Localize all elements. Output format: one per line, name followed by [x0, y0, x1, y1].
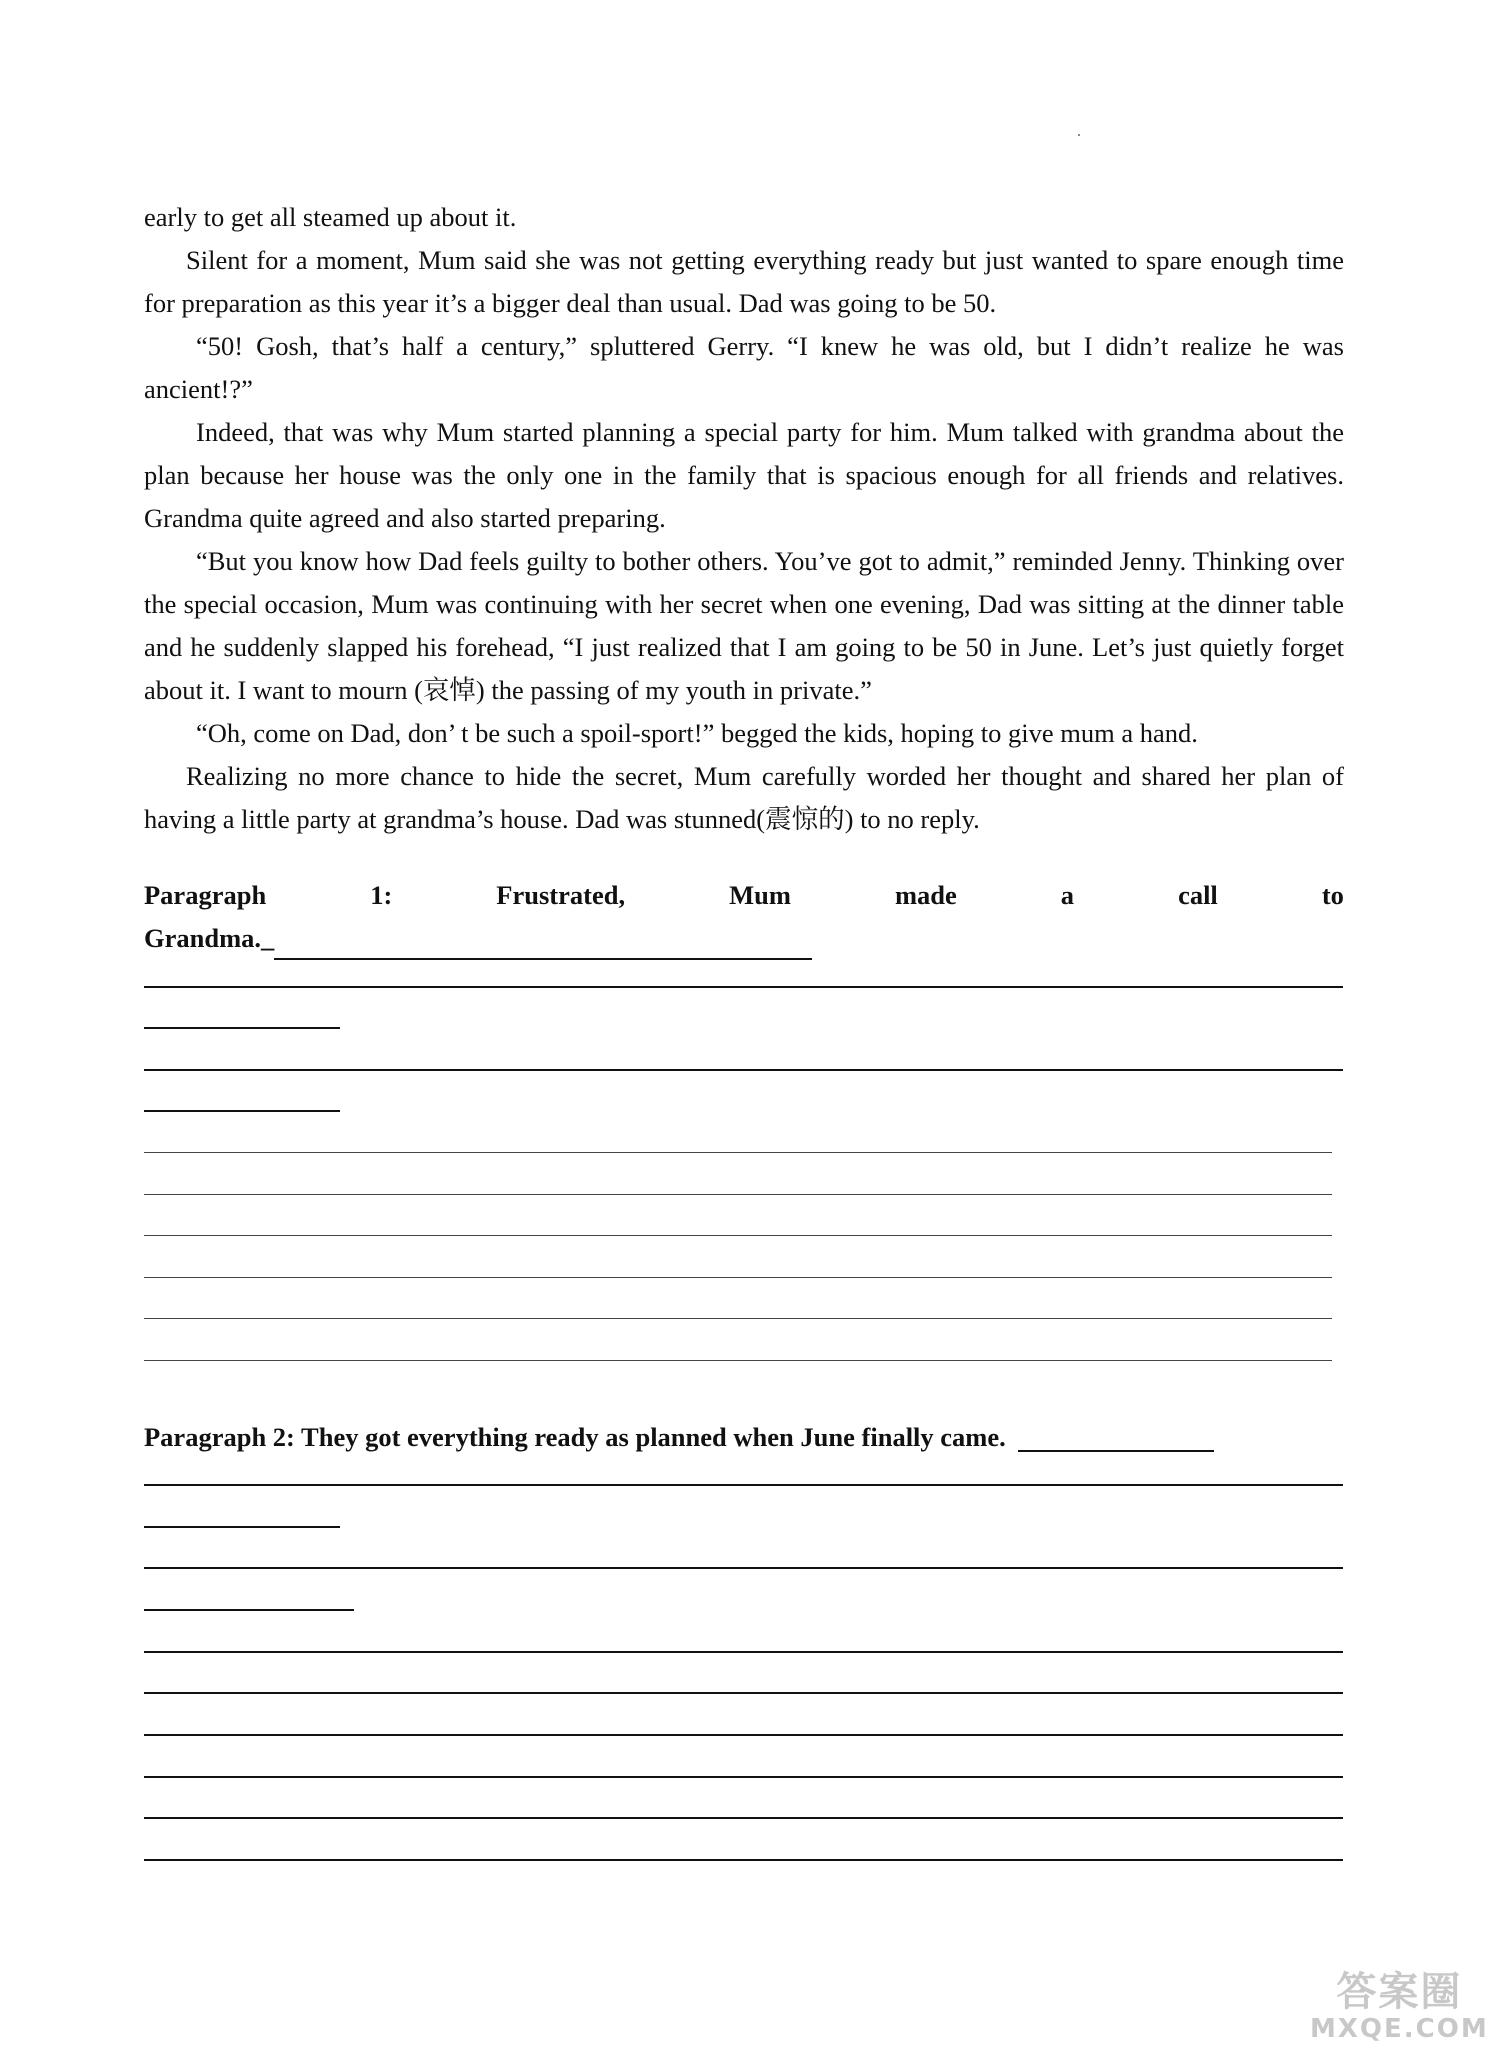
story-paragraph-5: “Oh, come on Dad, don’ t be such a spoil-sport!” begged the kids, hoping to give mum a hand. — [196, 718, 1198, 748]
writing-line[interactable] — [144, 1651, 1343, 1653]
writing-line[interactable] — [144, 1484, 1343, 1486]
writing-line[interactable] — [144, 1152, 1332, 1153]
paragraph-2-prompt-text: Paragraph 2: They got everything ready as planned when June finally came. — [144, 1422, 1006, 1452]
writing-line[interactable] — [144, 1609, 354, 1611]
scan-speck — [1078, 134, 1080, 136]
paragraph-1-prompt-line — [144, 874, 1344, 917]
writing-line[interactable] — [144, 1776, 1343, 1778]
prompt-word: made — [894, 880, 957, 910]
writing-line[interactable] — [144, 1069, 1343, 1071]
prompt-word: Paragraph — [144, 880, 267, 910]
paragraph-2-prompt — [144, 1416, 1344, 1459]
story-paragraph-0: early to get all steamed up about it. — [144, 202, 517, 232]
prompt-word: to — [1321, 880, 1344, 910]
writing-line[interactable] — [144, 1027, 340, 1029]
writing-line[interactable] — [144, 1360, 1332, 1361]
site-watermark — [1310, 1970, 1489, 2044]
writing-line[interactable] — [144, 1194, 1332, 1195]
prompt-word: Mum — [729, 880, 791, 910]
story-paragraph-1: Silent for a moment, Mum said she was not getting everything ready but just wanted to spare enough time for preparation as this year it’s a bigger deal than usual. Dad was going to be 50. — [144, 245, 1344, 318]
prompt-word: a — [1060, 880, 1075, 910]
prompt-word: Frustrated, — [496, 880, 626, 910]
writing-line[interactable] — [144, 1235, 1332, 1236]
writing-line[interactable] — [144, 1277, 1332, 1278]
writing-line[interactable] — [144, 986, 1343, 988]
watermark-logo-text: 答案圈 — [1336, 1969, 1463, 2015]
writing-line[interactable] — [144, 1692, 1343, 1694]
paragraph-1-prompt — [144, 874, 1344, 960]
writing-line[interactable] — [144, 1567, 1343, 1569]
writing-line[interactable] — [144, 1318, 1332, 1319]
answer-blank[interactable] — [1018, 1420, 1214, 1452]
watermark-url: MXQE.COM — [1310, 2014, 1489, 2044]
story-paragraph-6: Realizing no more chance to hide the secret, Mum carefully worded her thought and shared her plan of having a little party at grandma’s house. Dad was stunned(震惊的) to no reply. — [144, 761, 1344, 834]
writing-line[interactable] — [144, 1110, 340, 1112]
writing-line[interactable] — [144, 1859, 1343, 1861]
story-text — [144, 196, 1344, 841]
story-paragraph-2: “50! Gosh, that’s half a century,” spluttered Gerry. “I knew he was old, but I didn’t realize he was ancient!?” — [144, 331, 1344, 404]
prompt-word: Grandma._ — [144, 923, 275, 953]
prompt-word: 1: — [370, 880, 393, 910]
writing-line[interactable] — [144, 1526, 340, 1528]
answer-blank[interactable] — [274, 928, 812, 960]
writing-line[interactable] — [144, 1817, 1343, 1819]
story-paragraph-4: “But you know how Dad feels guilty to bother others. You’ve got to admit,” reminded Jenny. Thinking over the special occasion, Mum was continuing with her secret when one evening, Dad was sitting at the dinner table and he suddenly slapped his forehead, “I just realized that I am going to be 50 in June. Let’s just quietly forget about it. I want to mourn (哀悼) the passing of my youth in private.” — [144, 546, 1344, 705]
paragraph-1-prompt-line-2 — [144, 917, 1344, 960]
writing-line[interactable] — [144, 1734, 1343, 1736]
prompt-word: call — [1178, 880, 1218, 910]
story-paragraph-3: Indeed, that was why Mum started planning a special party for him. Mum talked with grandma about the plan because her house was the only one in the family that is spacious enough for all friends and relatives. Grandma quite agreed and also started preparing. — [144, 417, 1344, 533]
